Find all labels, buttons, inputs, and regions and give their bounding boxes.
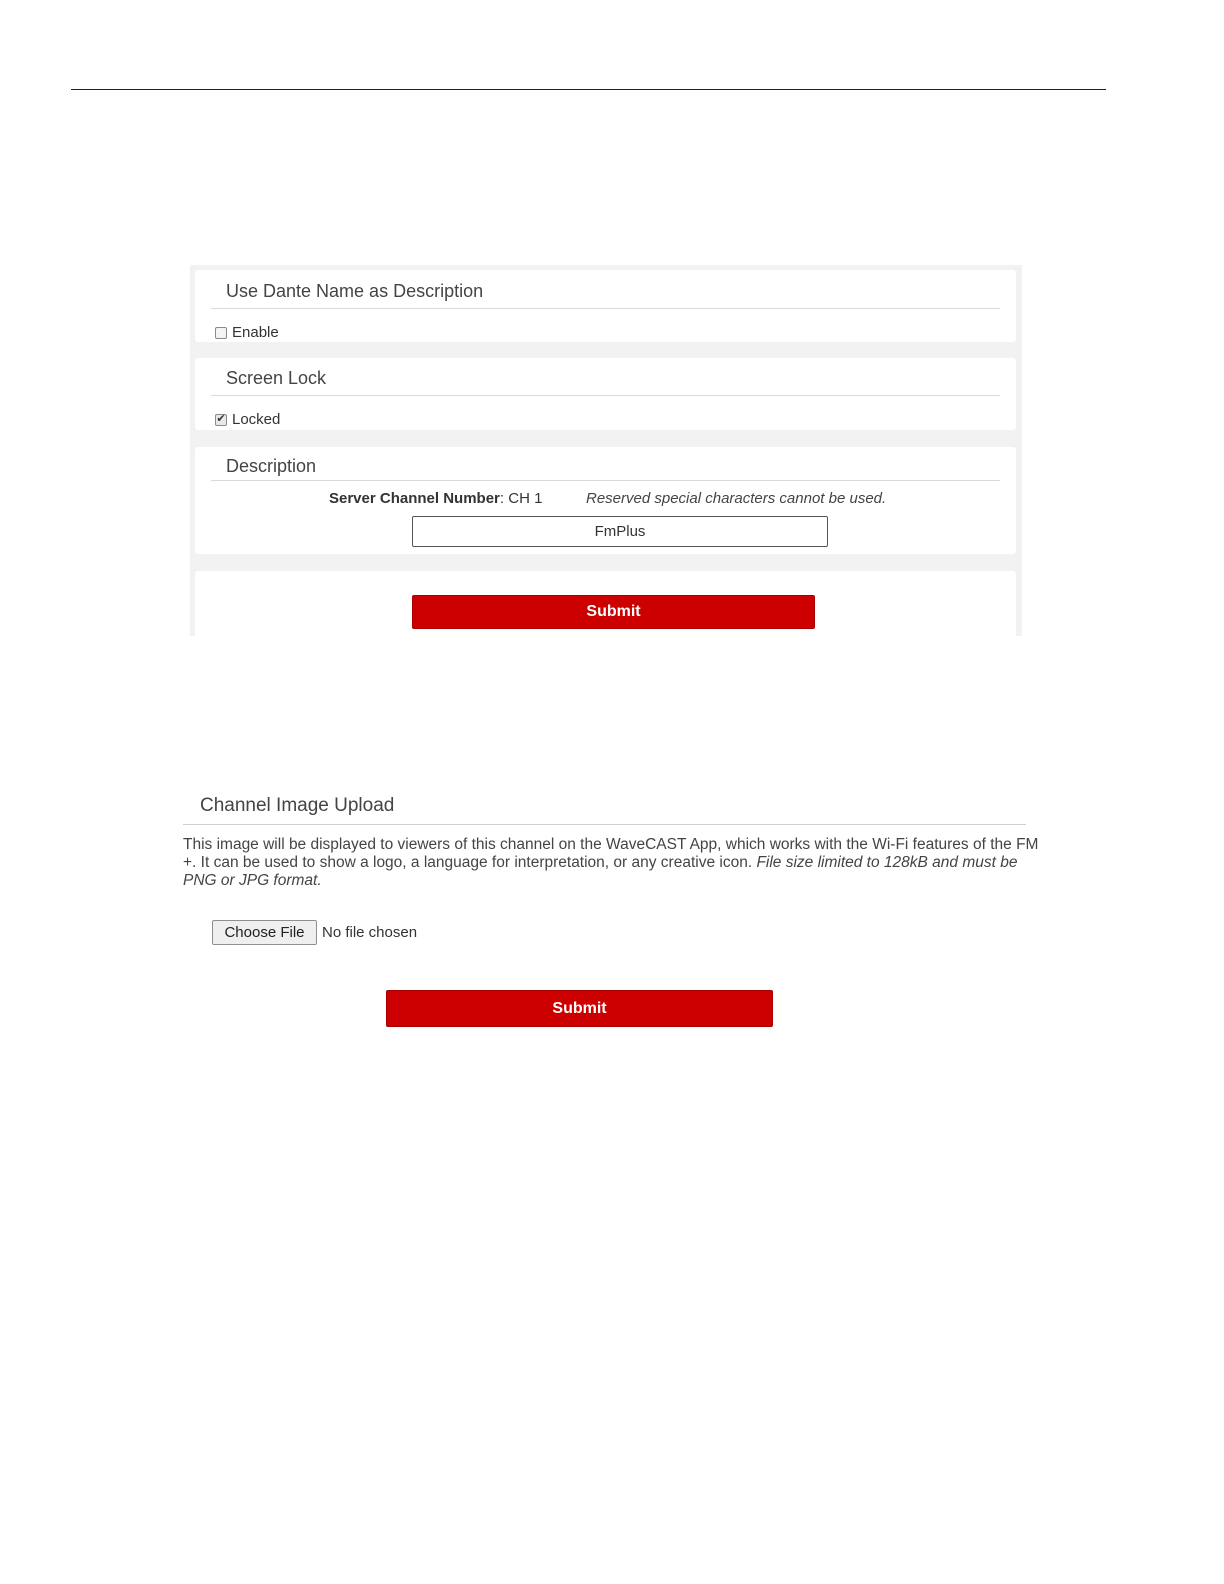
- server-channel-number: [329, 490, 542, 507]
- channel-settings-panel: [190, 265, 1022, 636]
- dante-name-divider: [211, 308, 1000, 309]
- file-status: No file chosen: [322, 924, 418, 941]
- locked-checkbox-row[interactable]: [215, 411, 280, 428]
- choose-file-button[interactable]: Choose File: [212, 920, 317, 945]
- screen-lock-card: [195, 358, 1016, 430]
- dante-name-card: [195, 270, 1016, 342]
- description-input[interactable]: [412, 516, 828, 547]
- locked-label: Locked: [232, 411, 281, 428]
- settings-submit-card: [195, 571, 1016, 636]
- locked-checkbox[interactable]: [215, 414, 227, 426]
- server-channel-label: Server Channel Number: [329, 490, 500, 507]
- enable-checkbox[interactable]: [215, 327, 227, 339]
- reserved-characters-note: Reserved special characters cannot be used.: [586, 490, 887, 507]
- checkmark-icon: ✔: [216, 413, 226, 425]
- image-upload-description: [183, 836, 1043, 890]
- enable-label: Enable: [232, 324, 279, 341]
- description-card: [195, 447, 1016, 554]
- screen-lock-heading: Screen Lock: [226, 368, 327, 388]
- image-upload-divider: [183, 824, 1026, 825]
- server-channel-value: CH 1: [508, 490, 543, 507]
- description-heading: Description: [226, 456, 317, 476]
- dante-name-heading: Use Dante Name as Description: [226, 281, 484, 301]
- file-picker: [212, 920, 417, 945]
- server-channel-separator: :: [499, 490, 505, 507]
- description-divider: [211, 480, 1000, 481]
- image-upload-submit-button[interactable]: Submit: [386, 990, 773, 1027]
- page-header-rule: [71, 89, 1106, 90]
- screen-lock-divider: [211, 395, 1000, 396]
- image-upload-file-limit: File size limited to 128kB and must be PNG or JPG format.: [183, 854, 1018, 889]
- enable-checkbox-row[interactable]: [215, 324, 279, 341]
- settings-submit-button[interactable]: Submit: [412, 595, 815, 629]
- image-upload-description-text: This image will be displayed to viewers of this channel on the WaveCAST App, which works with the Wi-Fi features of the FM +. It can be used to show a logo, a language for interpretation, or any creative icon.: [183, 836, 1039, 871]
- image-upload-heading: Channel Image Upload: [200, 795, 395, 816]
